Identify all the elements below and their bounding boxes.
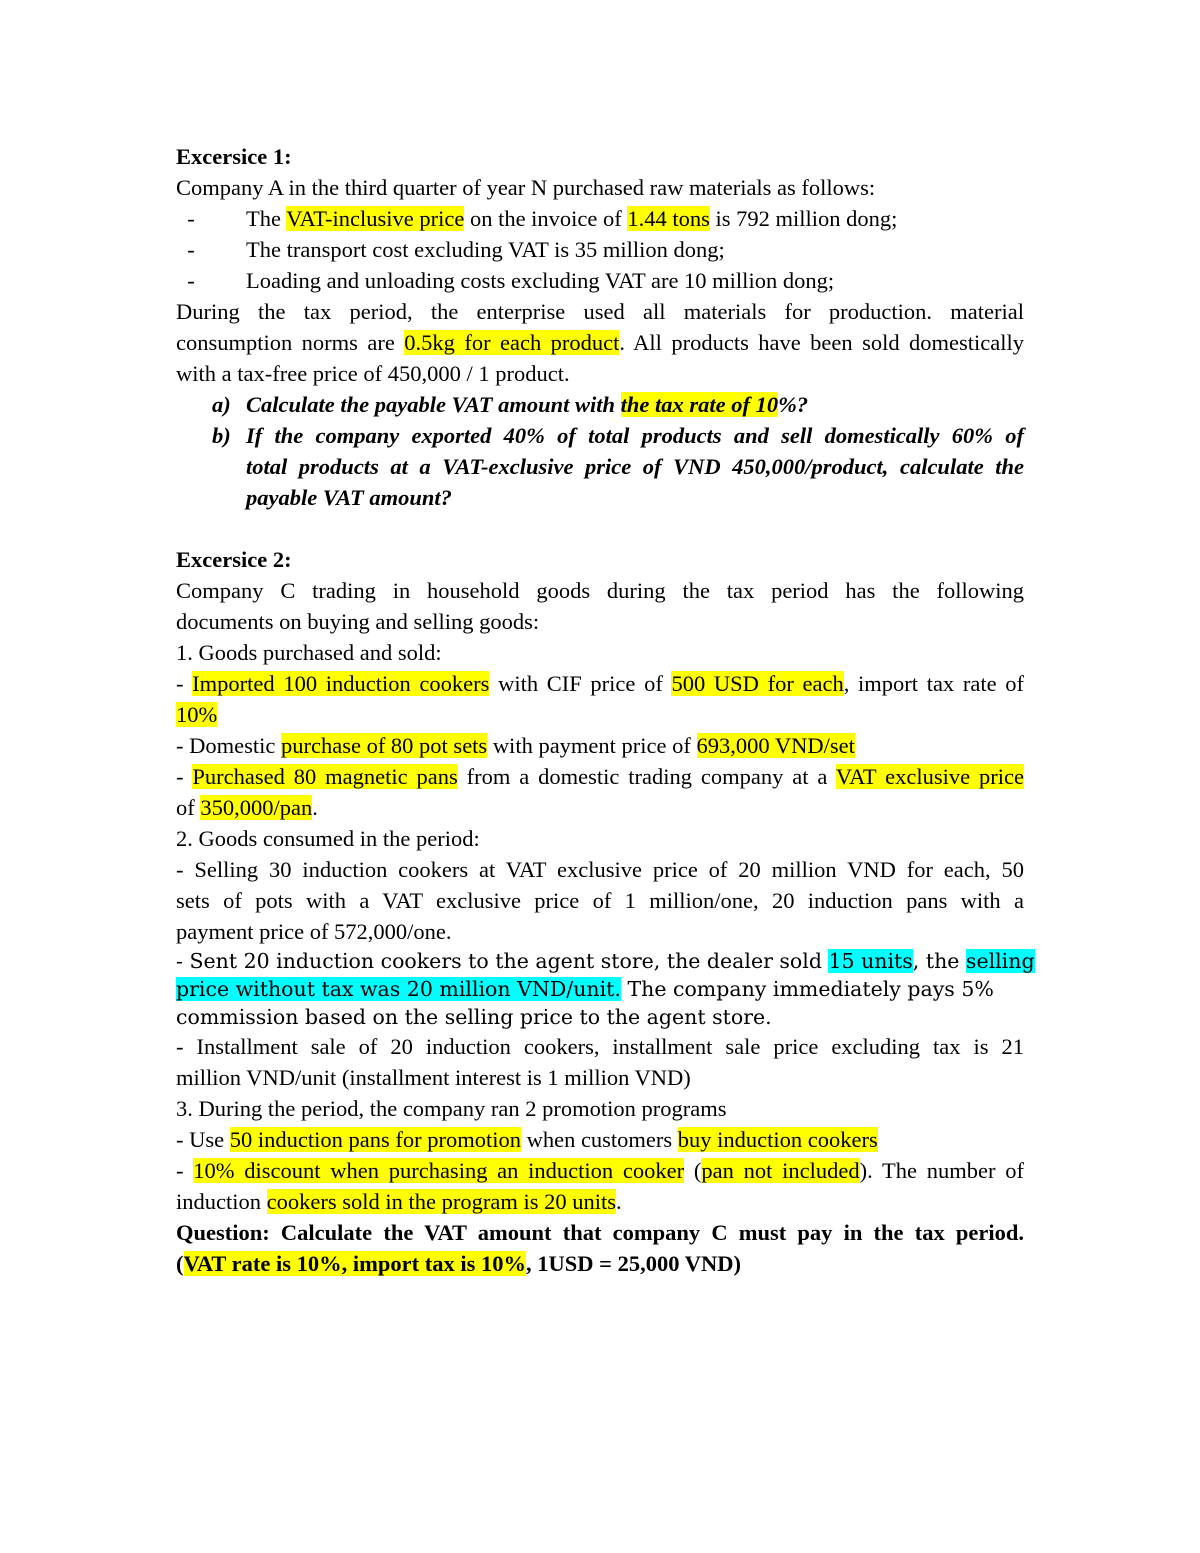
list-item: - Purchased 80 magnetic pans from a domestic trading company at a VAT exclusive price [176, 764, 1024, 789]
paragraph-line: sets of pots with a VAT exclusive price of 1 million/one, 20 induction pans with a [176, 888, 1024, 913]
highlight: 15 units [828, 949, 913, 973]
highlight: buy induction cookers [677, 1127, 878, 1152]
list-item: - Use 50 induction pans for promotion when customers buy induction cookers [176, 1127, 878, 1152]
highlight: the tax rate of 10 [620, 392, 779, 417]
paragraph-line: million VND/unit (installment interest is 1 million VND) [176, 1065, 691, 1090]
list-item: - 10% discount when purchasing an induction cooker (pan not included). The number of [176, 1158, 1025, 1183]
highlight: VAT rate is 10%, [183, 1251, 353, 1276]
question-line: Question: Calculate the VAT amount that company C must pay in the tax period. [176, 1220, 1024, 1245]
question-line: (VAT rate is 10%, import tax is 10%, 1USD = 25,000 VND) [176, 1251, 741, 1276]
question-label: a) [212, 392, 231, 417]
document-page [176, 141, 1035, 1279]
exercise-1-intro: Company A in the third quarter of year N purchased raw materials as follows: [176, 175, 876, 200]
paragraph-line: with a tax-free price of 450,000 / 1 product. [176, 361, 570, 386]
highlight: import tax is 10% [352, 1251, 527, 1276]
section-3-title: 3. During the period, the company ran 2 promotion programs [176, 1096, 727, 1121]
paragraph-line: commission based on the selling price to the agent store. [176, 1005, 772, 1029]
paragraph-line [176, 699, 1024, 730]
section-2-title: 2. Goods consumed in the period: [176, 826, 480, 851]
highlight: VAT-inclusive price [286, 206, 465, 231]
paragraph-line: price without tax was 20 million VND/unit. The company immediately pays 5% [176, 977, 994, 1001]
paragraph-line: During the tax period, the enterprise used all materials for production. material [176, 299, 1024, 324]
list-item: - Installment sale of 20 induction cookers, installment sale price excluding tax is 21 [176, 1034, 1024, 1059]
highlight: 50 induction pans for promotion [229, 1127, 521, 1152]
exercise-1-title: Excersice 1: [176, 144, 292, 169]
list-item: - Selling 30 induction cookers at VAT exclusive price of 20 million VND for each, 50 [176, 857, 1024, 882]
paragraph-line: documents on buying and selling goods: [176, 609, 540, 634]
highlight: price without tax was 20 million VND/unit. [176, 977, 621, 1001]
highlight: 10% discount when purchasing an induction cooker [193, 1158, 685, 1183]
list-item: - Domestic purchase of 80 pot sets with payment price of 693,000 VND/set [176, 733, 855, 758]
highlight: purchase of 80 pot sets [280, 733, 488, 758]
highlight: 500 USD for each [671, 671, 844, 696]
highlight: pan not included [701, 1158, 860, 1183]
highlight: 0.5kg for each product [404, 330, 620, 355]
paragraph-line: induction cookers sold in the program is 20 units. [176, 1189, 622, 1214]
paragraph-line: consumption norms are 0.5kg for each product. All products have been sold domestically [176, 330, 1024, 355]
highlight: 693,000 VND/set [696, 733, 855, 758]
section-1-title: 1. Goods purchased and sold: [176, 640, 442, 665]
highlight: Purchased 80 magnetic pans [192, 764, 458, 789]
list-item: - The VAT-inclusive price on the invoice of 1.44 tons is 792 million dong; [176, 206, 898, 231]
list-item: - Sent 20 induction cookers to the agent store, the dealer sold 15 units, the selling [176, 949, 1035, 973]
list-item: - Loading and unloading costs excluding VAT are 10 million dong; [176, 268, 835, 293]
exercise-2-title: Excersice 2: [176, 547, 292, 572]
highlight: cookers sold in the program is 20 units [266, 1189, 616, 1214]
highlight: selling [965, 949, 1035, 973]
question-label: b) [212, 423, 231, 448]
list-item: - Imported 100 induction cookers with CIF price of 500 USD for each, import tax rate of [176, 671, 1024, 696]
highlight: 1.44 tons [627, 206, 710, 231]
paragraph-line: payment price of 572,000/one. [176, 919, 452, 944]
highlight: 350,000/pan [200, 795, 313, 820]
highlight: 10% [176, 702, 218, 727]
highlight: Imported 100 induction cookers [192, 671, 490, 696]
question-a: a) Calculate the payable VAT amount with the tax rate of 10%? [176, 389, 1024, 420]
paragraph-line: Company C trading in household goods during the tax period has the following [176, 578, 1024, 603]
list-item: - The transport cost excluding VAT is 35 million dong; [176, 237, 725, 262]
highlight: VAT exclusive price [835, 764, 1024, 789]
question-b: b) If the company exported 40% of total products and sell domestically 60% of total products at a VAT-exclusive price of VND 450,000/product, calculate the payable VAT amount? [176, 420, 1024, 513]
paragraph-line: of 350,000/pan. [176, 795, 318, 820]
